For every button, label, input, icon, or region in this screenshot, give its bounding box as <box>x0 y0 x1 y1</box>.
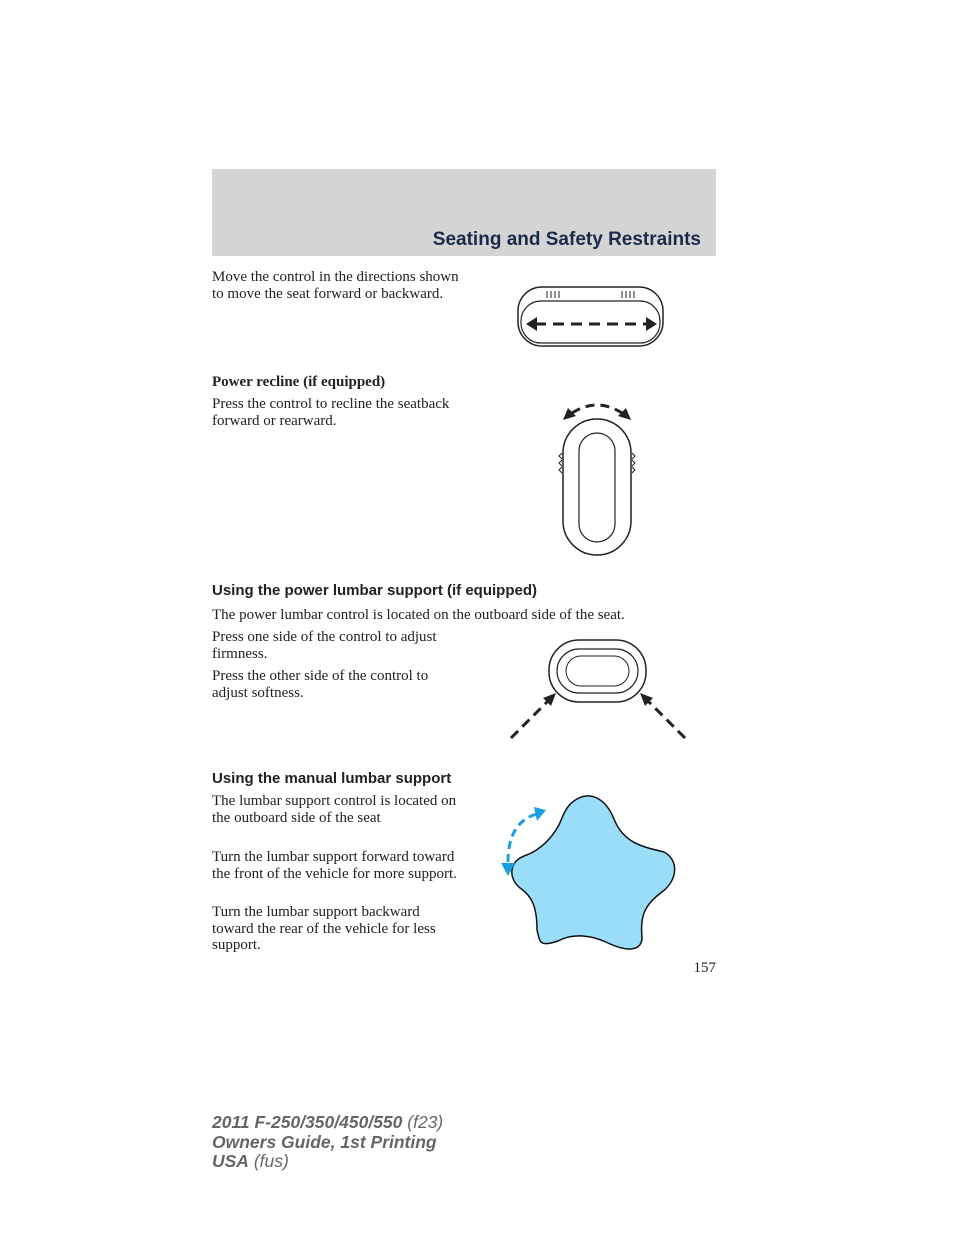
footer-edition: Owners Guide, 1st Printing <box>212 1131 437 1152</box>
footer-model: 2011 F-250/350/450/550 <box>212 1112 403 1132</box>
manual-lumbar-less-support-text: Turn the lumbar support backward toward the rear of the vehicle for less support. <box>212 904 436 953</box>
document-footer <box>212 1113 443 1172</box>
manual-lumbar-more-support-text: Turn the lumbar support forward toward the front of the vehicle for more support. <box>212 849 457 882</box>
section-header-band <box>212 169 716 256</box>
power-lumbar-heading: Using the power lumbar support (if equipped) <box>212 582 537 599</box>
power-lumbar-firmness-text: Press one side of the control to adjust firmness. <box>212 629 437 662</box>
page-number: 157 <box>693 960 716 976</box>
footer-market: USA <box>212 1151 249 1171</box>
section-title: Seating and Safety Restraints <box>432 229 701 250</box>
manual-lumbar-knob-illustration <box>494 792 678 952</box>
manual-lumbar-location-text: The lumbar support control is located on the outboard side of the seat <box>212 793 457 826</box>
recline-control-illustration <box>550 397 645 559</box>
manual-lumbar-heading: Using the manual lumbar support <box>212 770 452 787</box>
seat-track-control-illustration <box>515 284 670 350</box>
footer-line-model <box>212 1113 443 1133</box>
power-lumbar-control-illustration <box>505 636 691 742</box>
footer-market-code: (fus) <box>248 1151 289 1171</box>
recline-text: Press the control to recline the seatback forward or rearward. <box>212 396 450 429</box>
power-lumbar-softness-text: Press the other side of the control to adjust softness. <box>212 668 429 701</box>
footer-model-code: (f23) <box>402 1112 444 1132</box>
power-lumbar-location-text: The power lumbar control is located on the outboard side of the seat. <box>212 607 625 623</box>
recline-heading: Power recline (if equipped) <box>212 374 386 390</box>
footer-line-market <box>212 1152 443 1172</box>
intro-text: Move the control in the directions shown to move the seat forward or backward. <box>212 269 459 302</box>
